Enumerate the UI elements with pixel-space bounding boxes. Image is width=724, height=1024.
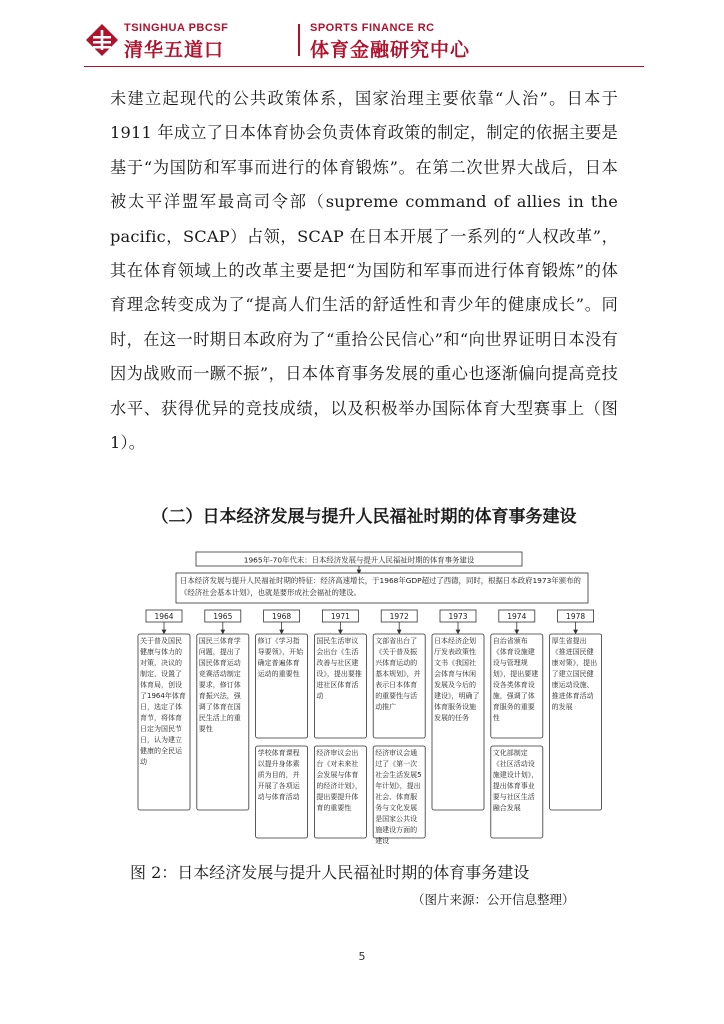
- figure-caption: 图 2：日本经济发展与提升人民福祉时期的体育事务建设: [130, 863, 530, 882]
- event-box-text: 日本经济企划厅发表政策性文书《我国社会体育与休闲发展及今后的建设》，明确了体育服务设施发展的任务: [434, 637, 480, 722]
- figure-title: 1965年-70年代末：日本经济发展与提升人民福祉时期的体育事务建设: [243, 555, 475, 565]
- event-box-text-secondary: 文化部制定《社区活动设施建设计划》，提出体育事业要与社区生活融合发展: [492, 749, 539, 812]
- brand-primary: [124, 22, 228, 62]
- brand-primary-en: TSINGHUA PBCSF: [124, 22, 229, 34]
- year-label: 1974: [507, 612, 527, 621]
- event-box-text: 修订《学习指导要领》，开始确定普遍体育运动的重要性: [257, 637, 304, 678]
- header-rule: [84, 66, 644, 67]
- event-box-text-secondary: 学校体育课程以提升身体素质为目的，并开展了各项运动与体育活动: [257, 749, 300, 801]
- event-box-text-secondary: 经济审议会出台《对未来社会发展与体育的经济计划》，提出要提升体育的重要性: [316, 749, 362, 812]
- figure-columns: [138, 610, 602, 845]
- body-paragraph: 未建立起现代的公共政策体系，国家治理主要依靠“人治”。日本于 1911 年成立了日本体育协会负责体育政策的制定，制定的依据主要是基于“为国防和军事而进行的体育锻炼”。在第二次世界大战后，日本被太平洋盟军最高司令部（supreme command of allies in the pacific，SCAP）占领，SCAP 在日本开展了一系列的“人权改革”，其在体育领域上的改革主要是把“为国防和军事而进行体育锻炼”的体育理念转变成为了“提高人们生活的舒适性和青少年的健康成长”。同时，在这一时期日本政府为了“重拾公民信心”和“向世界证明日本没有因为战败而一蹶不振”，日本体育事务发展的重心也逐渐偏向提高竞技水平、获得优异的竞技成绩，以及积极举办国际体育大型赛事上（图 1）。: [110, 89, 618, 453]
- year-label: 1972: [389, 612, 409, 621]
- tsinghua-pbcsf-logo-icon: [84, 22, 120, 58]
- figure-source: （图片来源：公开信息整理）: [412, 892, 575, 907]
- year-label: 1978: [566, 612, 586, 621]
- event-box-text: 自治省颁布《体育设施建设与管理规划》，提出要建设各类体育设施，强调了体育服务的重要性: [492, 637, 539, 722]
- figure-summary: 日本经济发展与提升人民福祉时期的特征：经济高速增长，于1968年GDP超过了西德，同时，根据日本政府1973年颁布的《经济社会基本计划》，也就是要形成社会福祉的建设。: [180, 576, 581, 597]
- page-number: 5: [358, 950, 366, 963]
- event-box-text: 厚生省提出《推进国民健康对策》，提出了建立国民健康运动设施、推进体育活动的发展: [551, 637, 598, 711]
- year-label: 1973: [448, 612, 468, 621]
- section-heading: （二）日本经济发展与提升人民福祉时期的体育事务建设: [151, 507, 577, 527]
- timeline-figure-svg: [128, 548, 610, 844]
- event-box-text: 文部省出台了《关于普及振兴体育运动的基本规划》，并表示日本体育的重要性与活动推广: [375, 637, 421, 711]
- year-label: 1964: [154, 612, 174, 621]
- brand-secondary-en: SPORTS FINANCE RC: [310, 22, 435, 34]
- year-label: 1968: [272, 612, 292, 621]
- brand-secondary-cn: 体育金融研究中心: [310, 39, 471, 61]
- event-box-text: 国民生活审议会出台《生活改善与社区建设》，提出要推进社区体育活动: [316, 637, 362, 700]
- event-box-text: 国民三体育学问题，提出了国民体育运动竞赛活动制定要求，修订体育振兴法，强调了体育在国民生活上的重要性: [198, 637, 241, 733]
- timeline-figure: [128, 548, 610, 844]
- brand-secondary: [310, 22, 470, 62]
- year-label: 1965: [213, 612, 233, 621]
- brand-primary-cn: 清华五道口: [124, 39, 225, 61]
- event-box-text-secondary: 经济审议会通过了《第一次社会生活发展5年计划》，提出社会、体育服务与文化发展是国家公共设施建设方面的建设: [375, 749, 422, 845]
- event-box-text: 关于普及国民健康与体力的对策，决议的制定，设置了体育局，创设了1964年体育日，选定了体育节，将体育日定为国民节日，认为建立健康的全民运动: [140, 637, 186, 766]
- brand-divider: [298, 24, 300, 56]
- page-header: [84, 20, 644, 64]
- year-label: 1971: [330, 612, 350, 621]
